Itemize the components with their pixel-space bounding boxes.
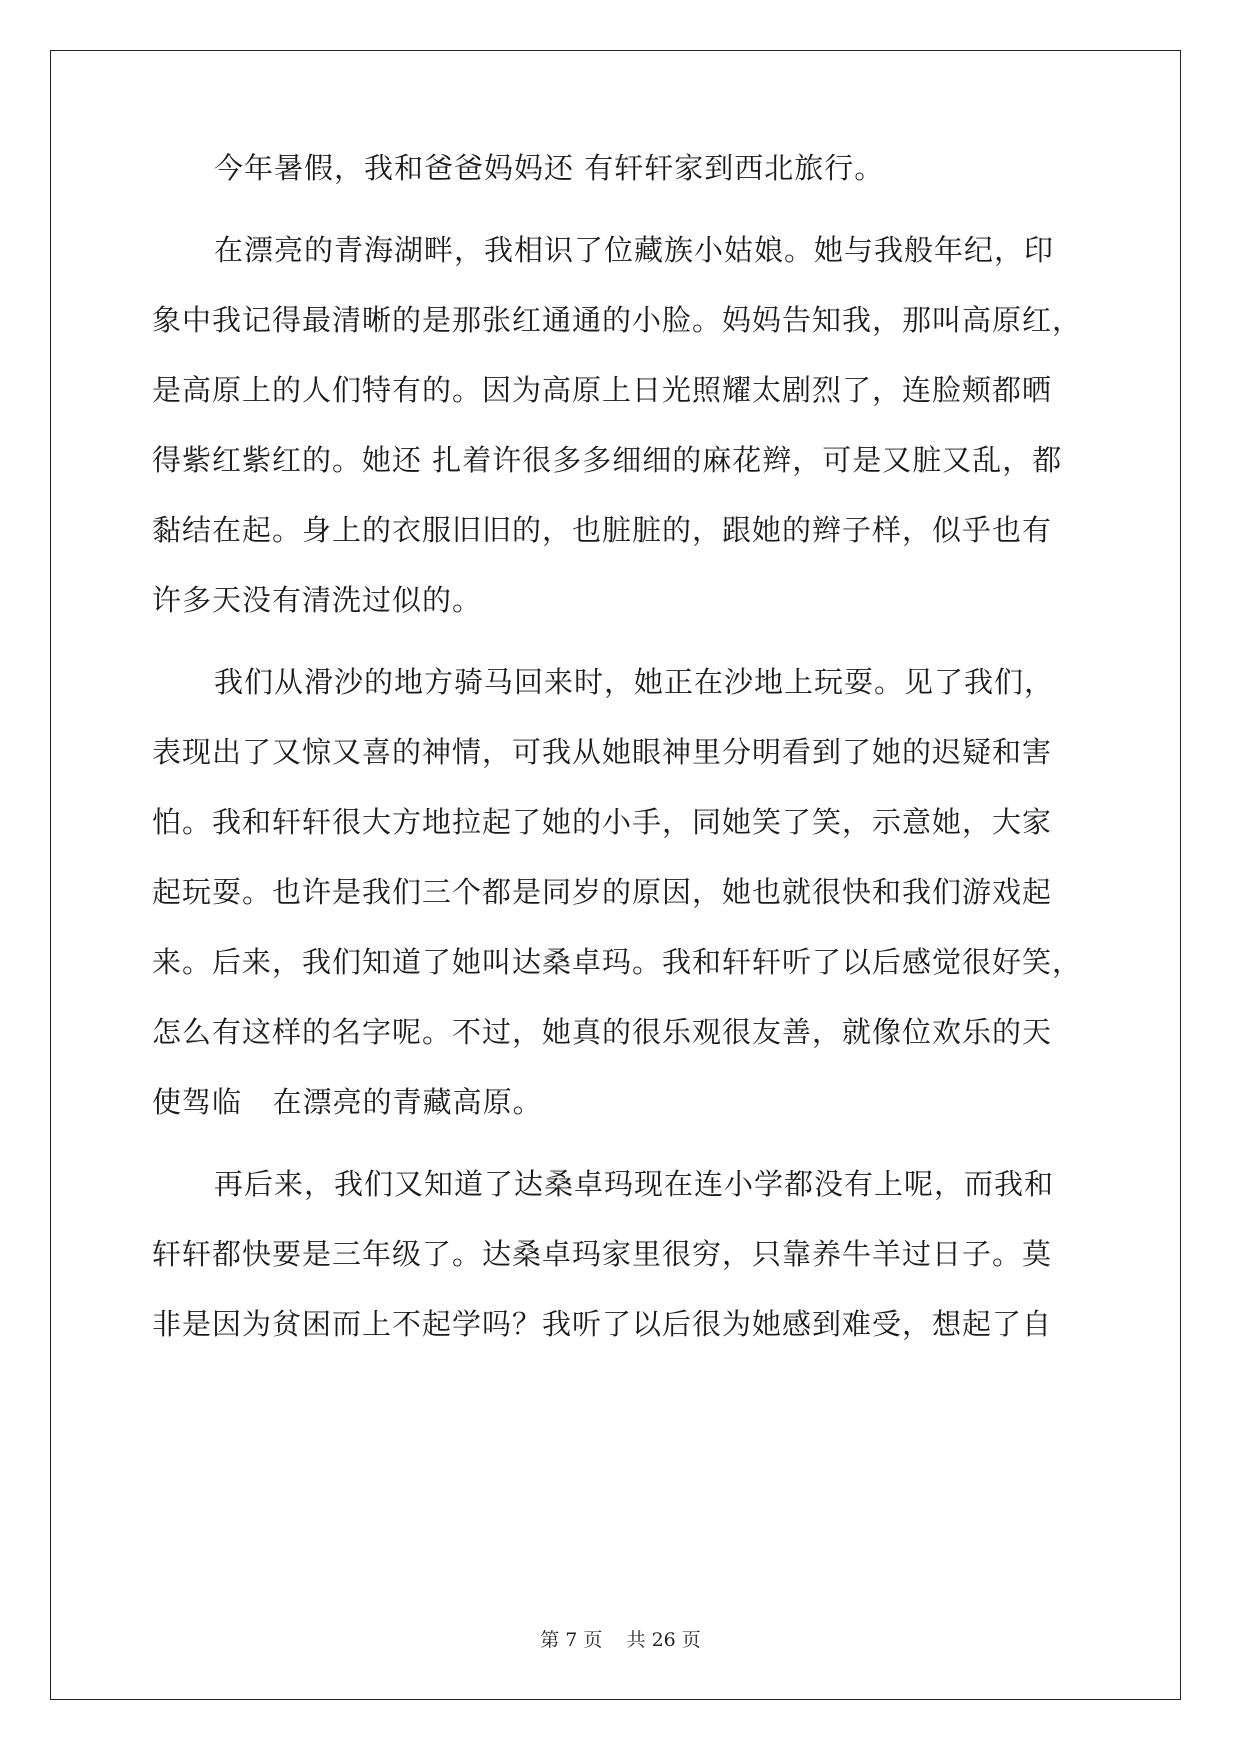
paragraph-line: 象中我记得最清晰的是那张红通通的小脸。妈妈告知我，那叫高原红， <box>152 303 1083 337</box>
paragraph-line: 我们从滑沙的地方骑马回来时，她正在沙地上玩耍。见了我们， <box>214 665 1055 699</box>
paragraph-line: 今年暑假，我和爸爸妈妈还 有轩轩家到西北旅行。 <box>214 151 885 185</box>
paragraph-line: 在漂亮的青海湖畔，我相识了位藏族小姑娘。她与我般年纪，印 <box>214 233 1055 267</box>
paragraph-line: 起玩耍。也许是我们三个都是同岁的原因，她也就很快和我们游戏起 <box>152 875 1053 909</box>
paragraph-line: 使驾临 在漂亮的青藏高原。 <box>152 1085 543 1119</box>
paragraph-line: 怎么有这样的名字呢。不过，她真的很乐观很友善，就像位欢乐的天 <box>152 1015 1053 1049</box>
paragraph-line: 黏结在起。身上的衣服旧旧的，也脏脏的，跟她的辫子样，似乎也有 <box>152 513 1053 547</box>
paragraph-line: 来。后来，我们知道了她叫达桑卓玛。我和轩轩听了以后感觉很好笑， <box>152 945 1083 979</box>
page-number: 第 7 页 共 26 页 <box>540 1629 701 1651</box>
paragraph-line: 表现出了又惊又喜的神情，可我从她眼神里分明看到了她的迟疑和害 <box>152 735 1053 769</box>
paragraph-line: 是高原上的人们特有的。因为高原上日光照耀太剧烈了，连脸颊都晒 <box>152 373 1053 407</box>
paragraph-line: 轩轩都快要是三年级了。达桑卓玛家里很穷，只靠养牛羊过日子。莫 <box>152 1237 1053 1271</box>
paragraph-line: 许多天没有清洗过似的。 <box>152 583 483 617</box>
paragraph-line: 非是因为贫困而上不起学吗？我听了以后很为她感到难受，想起了自 <box>152 1307 1053 1341</box>
paragraph-line: 怕。我和轩轩很大方地拉起了她的小手，同她笑了笑，示意她，大家 <box>152 805 1053 839</box>
paragraph-line: 得紫红紫红的。她还 扎着许很多多细细的麻花辫，可是又脏又乱，都 <box>152 443 1063 477</box>
paragraph-line: 再后来，我们又知道了达桑卓玛现在连小学都没有上呢，而我和 <box>214 1167 1055 1201</box>
